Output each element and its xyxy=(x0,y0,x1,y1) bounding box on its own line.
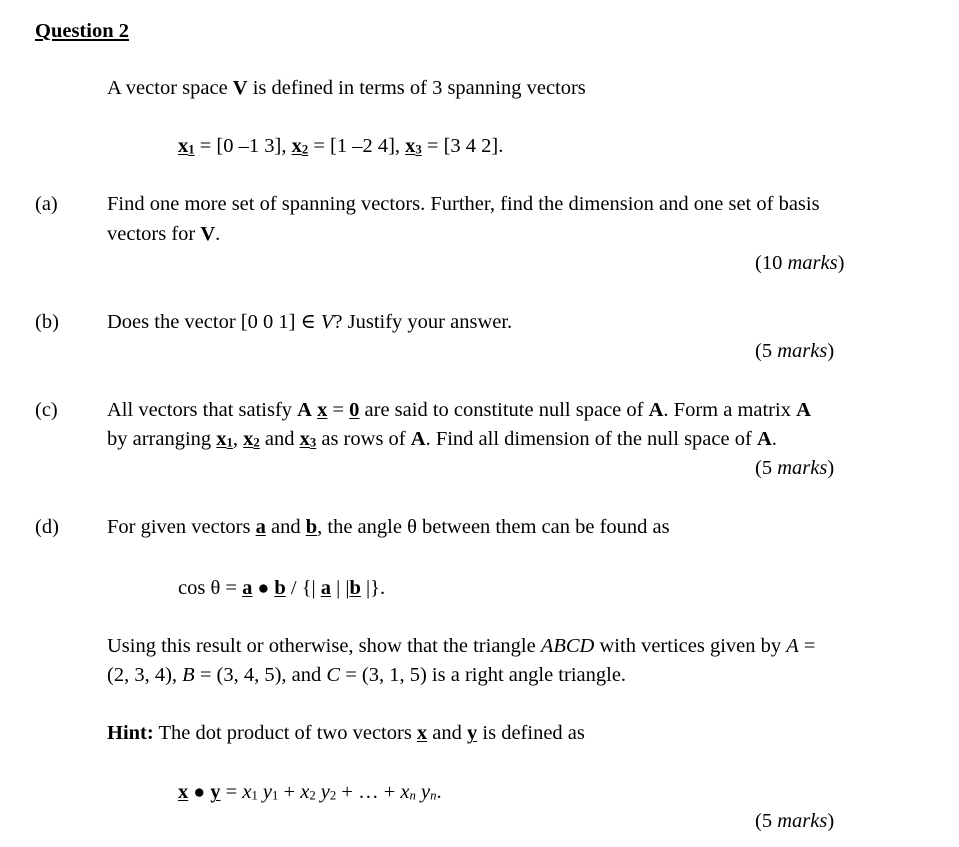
part-b-label: (b) xyxy=(35,311,59,333)
part-c-marks: (5 marks) xyxy=(755,457,835,479)
part-d-marks: (5 marks) xyxy=(755,810,835,832)
part-c-line1: All vectors that satisfy A x = 0 are said to constitute null space of A. Form a matrix A xyxy=(107,399,811,421)
part-d-line1: For given vectors a and b, the angle θ between them can be found as xyxy=(107,516,670,538)
part-d-label: (d) xyxy=(35,516,59,538)
spanning-vectors: x1 = [0 –1 3], x2 = [1 –2 4], x3 = [3 4 2]. xyxy=(178,135,504,157)
part-a-marks: (10 marks) xyxy=(755,252,845,274)
cosine-formula: cos θ = a ● b / {| a | |b |}. xyxy=(178,577,386,599)
dot-product-bullet: ● xyxy=(257,578,270,599)
part-b-question: Does the vector [0 0 1] ∈ V? Justify your answer. xyxy=(107,311,513,333)
hint-line: Hint: The dot product of two vectors x and y is defined as xyxy=(107,722,585,744)
dot-product-formula: x ● y = x1 y1 + x2 y2 + … + xn yn. xyxy=(178,781,442,803)
dot-product-bullet: ● xyxy=(193,782,206,803)
part-a-label: (a) xyxy=(35,193,58,215)
question-title: Question 2 xyxy=(35,20,129,42)
part-d-paragraph-line1: Using this result or otherwise, show that the triangle ABCD with vertices given by A = xyxy=(107,635,816,657)
part-d-paragraph-line2: (2, 3, 4), B = (3, 4, 5), and C = (3, 1, 5) is a right angle triangle. xyxy=(107,664,627,686)
part-b-marks: (5 marks) xyxy=(755,340,835,362)
part-a-line2: vectors for V. xyxy=(107,223,221,245)
part-c-line2: by arranging x1, x2 and x3 as rows of A. Find all dimension of the null space of A. xyxy=(107,428,777,450)
part-a-line1: Find one more set of spanning vectors. Further, find the dimension and one set of basis xyxy=(107,193,820,215)
intro-line: A vector space V is defined in terms of 3 spanning vectors xyxy=(107,77,586,99)
part-c-label: (c) xyxy=(35,399,58,421)
